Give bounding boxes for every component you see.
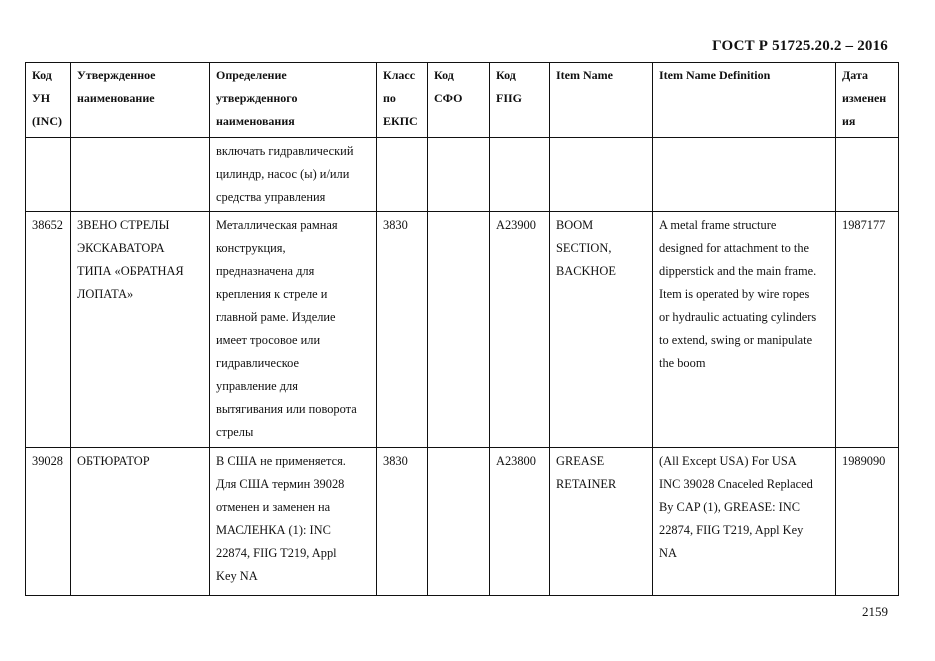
- cell-line: главной раме. Изделие: [216, 310, 336, 324]
- cell-line: Item Name Definition: [659, 68, 771, 82]
- cell-line: the boom: [659, 356, 706, 370]
- page-number: 2159: [862, 604, 888, 619]
- cell-sfo: [428, 448, 490, 596]
- cell-name: [71, 448, 210, 596]
- cell-line: RETAINER: [556, 477, 617, 491]
- column-header-approved-name: [71, 63, 210, 138]
- column-header-fiig: [490, 63, 550, 138]
- cell-line: управление для: [216, 379, 298, 393]
- cell-line: предназначена для: [216, 264, 315, 278]
- cell-date: [836, 448, 899, 596]
- cell-inc: [26, 448, 71, 596]
- cell-line: Key NA: [216, 569, 258, 583]
- cell-line: УН: [32, 91, 51, 105]
- cell-line: ЛОПАТА»: [77, 287, 134, 301]
- cell-line: по: [383, 91, 396, 105]
- cell-line: Класс: [383, 68, 416, 82]
- cell-fiig: [490, 138, 550, 212]
- cell-item-definition: [653, 448, 836, 596]
- cell-item-definition: [653, 138, 836, 212]
- cell-line: ЭКСКАВАТОРА: [77, 241, 165, 255]
- catalog-table: [25, 62, 899, 596]
- cell-line: средства управления: [216, 190, 326, 204]
- cell-line: ия: [842, 114, 856, 128]
- cell-line: цилиндр, насос (ы) и/или: [216, 167, 350, 181]
- cell-line: конструкция,: [216, 241, 286, 255]
- cell-line: ОБТЮРАТОР: [77, 454, 150, 468]
- cell-class: [377, 212, 428, 448]
- cell-line: Item is operated by wire ropes: [659, 287, 810, 301]
- cell-line: Код: [32, 68, 52, 82]
- column-header-definition: [210, 63, 377, 138]
- cell-line: Код: [496, 68, 516, 82]
- cell-line: крепления к стреле и: [216, 287, 328, 301]
- cell-name: [71, 138, 210, 212]
- cell-line: ЕКПС: [383, 114, 418, 128]
- cell-line: имеет тросовое или: [216, 333, 321, 347]
- cell-line: 1989090: [842, 454, 886, 468]
- cell-inc: [26, 138, 71, 212]
- table-row: [26, 448, 899, 596]
- cell-line: A metal frame structure: [659, 218, 777, 232]
- cell-line: Для США термин 39028: [216, 477, 345, 491]
- cell-line: A23900: [496, 218, 536, 232]
- cell-line: стрелы: [216, 425, 254, 439]
- cell-line: (INC): [32, 114, 62, 128]
- cell-line: В США не применяется.: [216, 454, 346, 468]
- cell-item-name: [550, 212, 653, 448]
- cell-fiig: [490, 212, 550, 448]
- cell-line: INC 39028 Cnaceled Replaced: [659, 477, 813, 491]
- cell-line: GREASE: [556, 454, 605, 468]
- cell-line: изменен: [842, 91, 887, 105]
- cell-line: Утвержденное: [77, 68, 156, 82]
- cell-item-name: [550, 138, 653, 212]
- table-row: [26, 212, 899, 448]
- cell-item-name: [550, 448, 653, 596]
- cell-item-definition: [653, 212, 836, 448]
- cell-line: By CAP (1), GREASE: INC: [659, 500, 801, 514]
- cell-line: утвержденного: [216, 91, 298, 105]
- cell-line: 1987177: [842, 218, 886, 232]
- cell-class: [377, 448, 428, 596]
- cell-line: ЗВЕНО СТРЕЛЫ: [77, 218, 170, 232]
- cell-sfo: [428, 138, 490, 212]
- column-header-sfo: [428, 63, 490, 138]
- cell-definition: [210, 212, 377, 448]
- cell-name: [71, 212, 210, 448]
- cell-definition: [210, 448, 377, 596]
- cell-line: гидравлическое: [216, 356, 299, 370]
- cell-line: 22874, FIIG T219, Appl Key: [659, 523, 804, 537]
- cell-line: NA: [659, 546, 677, 560]
- cell-line: dipperstick and the main frame.: [659, 264, 817, 278]
- column-header-item-name: [550, 63, 653, 138]
- cell-line: to extend, swing or manipulate: [659, 333, 813, 347]
- cell-line: Item Name: [556, 68, 613, 82]
- cell-line: Код: [434, 68, 454, 82]
- cell-line: 3830: [383, 218, 408, 232]
- cell-line: SECTION,: [556, 241, 612, 255]
- cell-line: МАСЛЕНКА (1): INC: [216, 523, 331, 537]
- cell-line: Металлическая рамная: [216, 218, 338, 232]
- cell-line: BOOM: [556, 218, 594, 232]
- cell-line: BACKHOE: [556, 264, 616, 278]
- cell-line: Дата: [842, 68, 868, 82]
- cell-definition: [210, 138, 377, 212]
- cell-line: ТИПА «ОБРАТНАЯ: [77, 264, 184, 278]
- cell-line: 22874, FIIG T219, Appl: [216, 546, 337, 560]
- cell-date: [836, 212, 899, 448]
- cell-line: отменен и заменен на: [216, 500, 331, 514]
- cell-line: or hydraulic actuating cylinders: [659, 310, 817, 324]
- cell-inc: [26, 212, 71, 448]
- column-header-class: [377, 63, 428, 138]
- cell-date: [836, 138, 899, 212]
- cell-line: СФО: [434, 91, 463, 105]
- column-header-inc: [26, 63, 71, 138]
- cell-line: вытягивания или поворота: [216, 402, 357, 416]
- column-header-date: [836, 63, 899, 138]
- cell-line: A23800: [496, 454, 536, 468]
- document-header: ГОСТ Р 51725.20.2 – 2016: [712, 38, 888, 54]
- cell-line: 3830: [383, 454, 408, 468]
- cell-class: [377, 138, 428, 212]
- cell-line: (All Except USA) For USA: [659, 454, 797, 468]
- cell-line: 39028: [32, 454, 63, 468]
- cell-line: наименования: [216, 114, 295, 128]
- cell-line: включать гидравлический: [216, 144, 354, 158]
- cell-line: 38652: [32, 218, 63, 232]
- cell-line: Определение: [216, 68, 287, 82]
- cell-sfo: [428, 212, 490, 448]
- cell-line: FIIG: [496, 91, 523, 105]
- table-row: [26, 138, 899, 212]
- cell-fiig: [490, 448, 550, 596]
- cell-line: designed for attachment to the: [659, 241, 810, 255]
- header-row: [26, 63, 899, 138]
- column-header-item-definition: [653, 63, 836, 138]
- cell-line: наименование: [77, 91, 155, 105]
